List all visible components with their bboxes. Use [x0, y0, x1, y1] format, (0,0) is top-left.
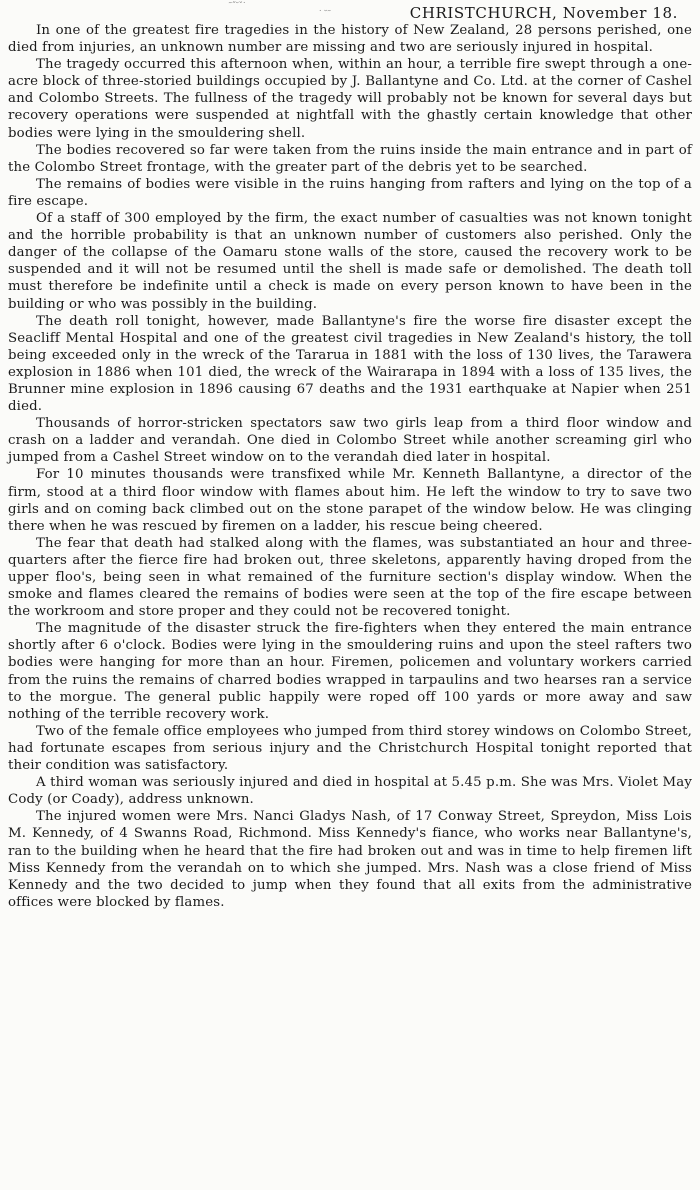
- paragraph: The bodies recovered so far were taken from the ruins inside the main entrance and in part of the Colombo Street frontage, with the greater part of the debris yet to be searched.: [8, 142, 692, 175]
- paragraph: The remains of bodies were visible in the ruins hanging from rafters and lying on the top of a fire escape.: [8, 176, 692, 209]
- paragraph: The injured women were Mrs. Nanci Gladys Nash, of 17 Conway Street, Spreydon, Miss Lois M. Kennedy, of 4 Swanns Road, Richmond. Miss Kennedy's fiance, who works near Ballantyne's, ran to the building when he heard that the fire had broken out and was in time to help firemen lift Miss Kennedy from the verandah on to which she jumped. Mrs. Nash was a close friend of Miss Kennedy and the two decided to jump when they found that all exits from the administrative offices were blocked by flames.: [8, 809, 692, 910]
- paragraph: In one of the greatest fire tragedies in the history of New Zealand, 28 persons perished, one died from injuries, an unknown number are missing and two are seriously injured in hospital.: [8, 23, 692, 56]
- paragraph: For 10 minutes thousands were transfixed while Mr. Kenneth Ballantyne, a director of the firm, stood at a third floor window with flames about him. He left the window to try to save two girls and on coming back climbed out on the stone parapet of the window below. He was clinging there when he was rescued by firemen on a ladder, his rescue being cheered.: [8, 467, 692, 534]
- paragraph: A third woman was seriously injured and died in hospital at 5.45 p.m. She was Mrs. Violet May Cody (or Coady), address unknown.: [8, 775, 692, 808]
- paragraph: Of a staff of 300 employed by the firm, the exact number of casualties was not known tonight and the horrible probability is that an unknown number of customers also perished. Only the danger of the collapse of the Oamaru stone walls of the store, caused the recovery work to be suspended and it will not be resumed until the shell is made safe or demolished. The death toll must therefore be indefinite until a check is made on every person known to have been in the building or who was possibly in the building.: [8, 211, 692, 312]
- article-body: [8, 22, 692, 911]
- paragraph: Thousands of horror-stricken spectators saw two girls leap from a third floor window and crash on a ladder and verandah. One died in Colombo Street while another screaming girl who jumped from a Cashel Street window on to the verandah died later in hospital.: [8, 416, 692, 466]
- paragraph: The fear that death had stalked along with the flames, was substantiated an hour and three-quarters after the fierce fire had broken out, three skeletons, apparently having droped from the upper floo's, being seen in what remained of the furniture section's display window. When the smoke and flames cleared the remains of bodies were seen at the top of the fire escape between the workroom and store proper and they could not be recovered tonight.: [8, 535, 692, 620]
- print-smudge: ˙ ˘˜: [318, 10, 331, 20]
- paragraph: The tragedy occurred this afternoon when, within an hour, a terrible fire swept through a one-acre block of three-storied buildings occupied by J. Ballantyne and Co. Ltd. at the corner of Cashel and Colombo Streets. The fullness of the tragedy will probably not be known for several days but recovery operations were suspended at nightfall with the ghastly certain knowledge that other bodies were lying in the smouldering shell.: [8, 57, 692, 141]
- paragraph: Two of the female office employees who jumped from third storey windows on Colombo Street, had fortunate escapes from serious injury and the Christchurch Hospital tonight reported that their condition was satisfactory.: [8, 723, 692, 774]
- print-smudge: ˜˝˘ˇ˙: [228, 2, 246, 12]
- paragraph: The magnitude of the disaster struck the fire-fighters when they entered the main entrance shortly after 6 o'clock. Bodies were lying in the smouldering ruins and upon the steel rafters two bodies were hanging for more than an hour. Firemen, policemen and voluntary workers carried from the ruins the remains of charred bodies wrapped in tarpaulins and two hearses ran a service to the morgue. The general public happily were roped off 100 yards or more away and saw nothing of the terrible recovery work.: [8, 621, 692, 722]
- dateline: CHRISTCHURCH, November 18.: [409, 4, 678, 22]
- paragraph: The death roll tonight, however, made Ballantyne's fire the worse fire disaster except the Seacliff Mental Hospital and one of the greatest civil tragedies in New Zealand's history, the toll being exceeded only in the wreck of the Tararua in 1881 with the loss of 130 lives, the Tarawera explosion in 1886 when 101 died, the wreck of the Wairarapa in 1894 with a loss of 135 lives, the Brunner mine explosion in 1896 causing 67 deaths and the 1931 earthquake at Napier when 251 died.: [8, 313, 692, 415]
